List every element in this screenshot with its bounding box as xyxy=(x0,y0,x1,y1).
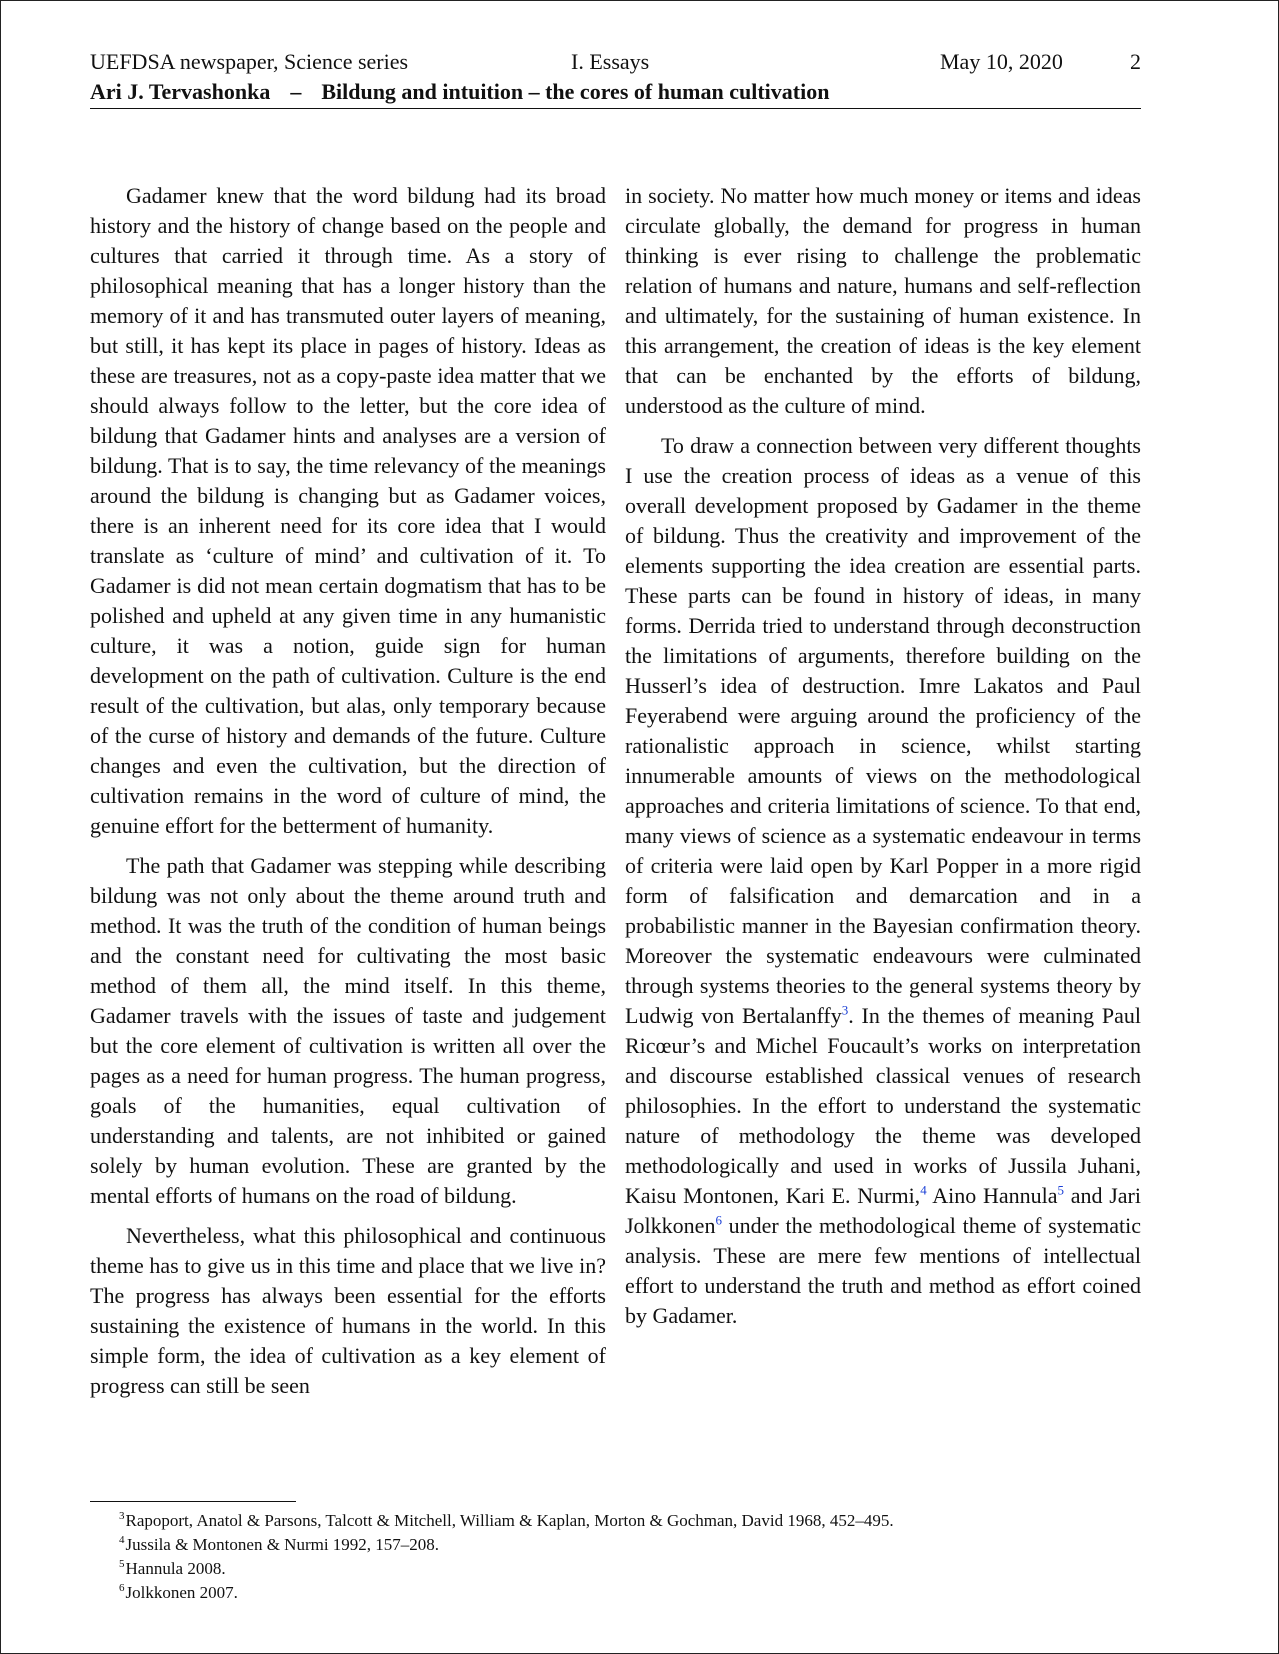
running-header xyxy=(90,47,1141,109)
paragraph: Nevertheless, what this philosophical and continuous theme has to give us in this time and place that we live in? The progress has always been essential for the efforts sustaining the existence of humans in the world. In this simple form, the idea of cultivation as a key element of progress can still be seen xyxy=(90,1223,606,1398)
footnote-ref-3-link[interactable]: 3 xyxy=(841,1002,849,1018)
footnote-ref-5-link[interactable]: 5 xyxy=(1057,1182,1064,1198)
paragraph-text: To draw a connection between very different thoughts I use the creation process of ideas as a venue of this overall development proposed by Gadamer in the theme of bildung. Thus the creativity and improvement of the elements supporting the idea creation are essential parts. These parts can be found in history of ideas, in many forms. Derrida tried to understand through deconstruction the limitations of arguments, therefore building on the Husserl’s idea of destruction. Imre Lakatos and Paul Feyerabend were arguing around the proficiency of the rationalistic approach in science, whilst starting innumerable amounts of views on the methodological approaches and criteria limitations of science. To that end, many views of science as a systematic endeavour in terms of criteria were laid open by Karl Popper in a more rigid form of falsification and demarcation and in a probabilistic manner in the Bayesian confirmation theory. Moreover the systematic endeavours were culminated through systems theories to the general systems theory by Ludwig von Bertalanffy xyxy=(625,433,1141,1028)
footnote-text: Jussila & Montonen & Nurmi 1992, 157–208. xyxy=(125,1535,440,1554)
paragraph: The path that Gadamer was stepping while describing bildung was not only about the theme around truth and method. It was the truth of the condition of human beings and the constant need for cultivating the most basic method of them all, the mind itself. In this theme, Gadamer travels with the issues of taste and judgement but the core element of cultivation is written all over the pages as a need for human progress. The human progress, goals of the humanities, equal cultivation of understanding and talents, are not inhibited or gained solely by human evolution. These are granted by the mental efforts of humans on the road of bildung. xyxy=(90,853,606,1208)
page-number: 2 xyxy=(1130,49,1141,74)
footnote-number: 5 xyxy=(119,1558,125,1571)
paragraph: in society. No matter how much money or items and ideas circulate globally, the demand for progress in human thinking is ever rising to challenge the problematic relation of humans and nature, humans and self-reflection and ultimately, for the sustaining of human existence. In this arrangement, the creation of ideas is the key element that can be enchanted by the efforts of bildung, understood as the culture of mind. xyxy=(625,183,1141,418)
footnote-text: Hannula 2008. xyxy=(125,1559,226,1578)
paragraph-text: Aino Hannula xyxy=(926,1183,1058,1208)
header-title-row xyxy=(90,77,1141,107)
footnotes xyxy=(119,1509,1129,1605)
footnote-rule xyxy=(90,1501,296,1502)
footnote-number: 4 xyxy=(119,1534,125,1547)
author-name: Ari J. Tervashonka xyxy=(90,79,271,104)
footnote-item xyxy=(119,1557,1129,1581)
left-column xyxy=(90,181,606,1411)
paragraph: Gadamer knew that the word bildung had its broad history and the history of change based on the people and cultures that carried it through time. As a story of philosophical meaning that has a longer history than the memory of it and has transmuted outer layers of meaning, but still, it has kept its place in pages of history. Ideas as these are treasures, not as a copy-paste idea matter that we should always follow to the letter, but the core idea of bildung that Gadamer hints and analyses are a version of bildung. That is to say, the time relevancy of the meanings around the bildung is changing but as Gadamer voices, there is an inherent need for its core idea that I would translate as ‘culture of mind’ and cultivation of it. To Gadamer is did not mean certain dogmatism that has to be polished and upheld at any given time in any humanistic culture, it was a notion, guide sign for human development on the path of cultivation. Culture is the end result of the cultivation, but alas, only temporary because of the curse of history and demands of the future. Culture changes and even the cultivation, but the direction of cultivation remains in the word of culture of mind, the genuine effort for the betterment of humanity. xyxy=(90,183,606,838)
footnote-number: 6 xyxy=(119,1582,125,1595)
paragraph-text: . In the themes of meaning Paul Ricœur’s and Michel Foucault’s works on interpretation and discourse established classical venues of research philosophies. In the effort to understand the systematic nature of methodology the theme was developed methodologically and used in works of Jussila Juhani, Kaisu Montonen, Kari E. Nurmi, xyxy=(625,1003,1141,1208)
footnote-item xyxy=(119,1509,1129,1533)
article-title: Bildung and intuition – the cores of human cultivation xyxy=(321,79,830,104)
section-label: I. Essays xyxy=(571,49,650,74)
footnote-text: Rapoport, Anatol & Parsons, Talcott & Mitchell, William & Kaplan, Morton & Gochman, David 1968, 452–495. xyxy=(125,1511,894,1530)
footnote-number: 3 xyxy=(119,1510,125,1523)
publication-date: May 10, 2020 xyxy=(940,49,1063,74)
footnote-item xyxy=(119,1581,1129,1605)
paragraph-text: under the methodological theme of systematic analysis. These are mere few mentions of intellectual effort to understand the truth and method as effort coined by Gadamer. xyxy=(625,1213,1141,1328)
header-meta-row xyxy=(90,47,1141,77)
paragraph xyxy=(625,431,1141,1331)
title-separator: – xyxy=(290,79,302,104)
publication-series: UEFDSA newspaper, Science series xyxy=(90,49,409,74)
footnote-text: Jolkkonen 2007. xyxy=(125,1583,238,1602)
footnote-item xyxy=(119,1533,1129,1557)
right-column xyxy=(625,181,1141,1341)
header-rule xyxy=(90,108,1141,109)
footnote-ref-4-link[interactable]: 4 xyxy=(920,1182,927,1198)
footnote-ref-6-link[interactable]: 6 xyxy=(715,1212,722,1228)
paragraph-text: and Jari Jolkkonen xyxy=(625,1183,1141,1238)
